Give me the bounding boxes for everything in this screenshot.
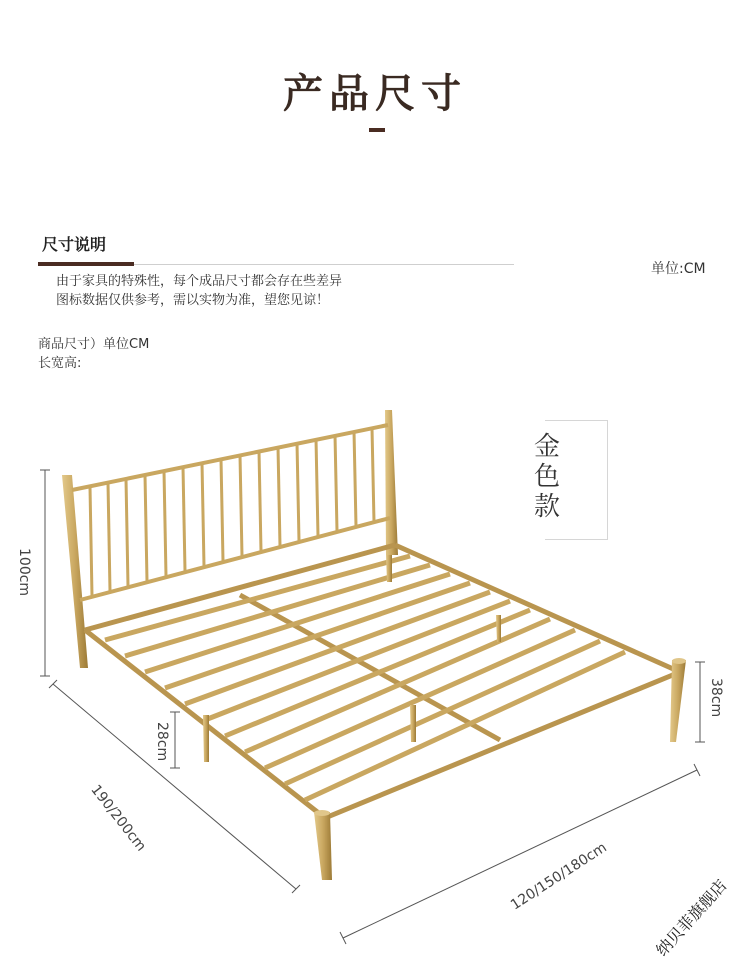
dimension-lines <box>40 470 705 944</box>
color-variant-label: 金色款 <box>533 432 560 522</box>
page-title: 产品尺寸 <box>283 71 467 117</box>
section-title: 尺寸说明 <box>42 235 107 254</box>
size-note-line-2: 图标数据仅供参考，需以实物为准，望您见谅！ <box>56 293 330 308</box>
store-watermark: 纳贝菲旗舰店 <box>652 875 731 960</box>
dimension-leg-right-label: 38cm <box>708 678 724 718</box>
dimension-length-label: 190/200cm <box>87 782 149 855</box>
spec-line-1: 商品尺寸）单位CM <box>38 337 150 352</box>
bed-slats <box>105 556 625 800</box>
bed-frame <box>85 545 680 818</box>
dimension-height-label: 100cm <box>16 548 32 597</box>
size-note-line-1: 由于家具的特殊性，每个成品尺寸都会存在些差异 <box>56 274 343 289</box>
dimension-width-label: 120/150/180cm <box>508 839 610 914</box>
headboard-spindles <box>90 428 374 596</box>
unit-label: 单位:CM <box>651 261 706 277</box>
headboard <box>62 410 398 668</box>
spec-line-2: 长宽高: <box>38 356 82 371</box>
dimension-leg-left-label: 28cm <box>154 722 170 762</box>
